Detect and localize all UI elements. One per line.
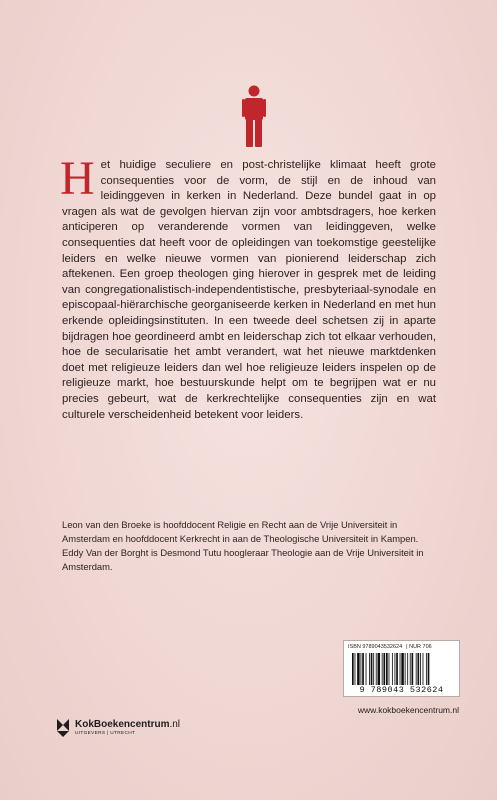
- dropcap-letter: H: [60, 152, 95, 205]
- isbn-text: ISBN 9789043532624: [348, 644, 403, 650]
- publisher-subtitle: UITGEVERS | UTRECHT: [75, 731, 136, 736]
- publisher-name: KokBoekencentrum.nl: [75, 719, 181, 730]
- barcode-number: 9 789043 532624: [359, 685, 444, 695]
- blurb-text: [60, 152, 436, 423]
- kok-logo-icon: [55, 717, 71, 739]
- barcode-box: [343, 640, 460, 697]
- author-bios: [62, 518, 434, 574]
- isbn-line: ISBN 9789043532624 | NUR 706: [348, 644, 432, 650]
- person-icon: [242, 85, 266, 147]
- author-bio-borght: Eddy Van der Borght is Desmond Tutu hoogleraar Theologie aan de Vrije Universiteit in Amsterdam.: [62, 547, 424, 572]
- author-bio-broeke: Leon van den Broeke is hoofddocent Religie en Recht aan de Vrije Universiteit in Amsterdam en hoofddocent Kerkrecht in aan de Theologische Universiteit in Kampen.: [62, 519, 419, 544]
- publisher-logo: [55, 717, 215, 739]
- nur-text: NUR 706: [409, 644, 432, 650]
- publisher-website: www.kokboekencentrum.nl: [357, 705, 459, 715]
- barcode-bars: [352, 653, 454, 685]
- blurb-paragraph: et huidige seculiere en post-christelijke klimaat heeft grote consequenties voor de vorm, de stijl en de inhoud van leidinggeven in kerken in Nederland. Deze bundel gaat in op vragen als wat de gevolgen hiervan zijn voor ambtsdragers, hoe kerken anticiperen op veranderende vormen van leidinggeven, welke consequenties dat heeft voor de opleidingen van toekomstige geestelijke leiders en welke nieuwe vormen van pionierend leiderschap zich aftekenen. Een groep theologen ging hierover in gesprek met de leiding van congregationalistisch-independentistische, presbyteriaal-synodale en episcopaal-hiërarchische georganiseerde kerken in Nederland en met hun erkende opleidingsinstituten. In een tweede deel schetsen zij in aparte bijdragen hoe geordineerd ambt en leiderschap zich tot elkaar verhouden, hoe de secularisatie het ambt verandert, wat het nieuwe marktdenken doet met religieuze leiders dan wel hoe religieuze leiders inspelen op de religieuze markt, hoe bestuurskunde helpt om te begrijpen wat er nu precies gebeurt, wat de kerkrechtelijke consequenties zijn en wat culturele verscheidenheid betekent voor leiders.: [62, 159, 436, 421]
